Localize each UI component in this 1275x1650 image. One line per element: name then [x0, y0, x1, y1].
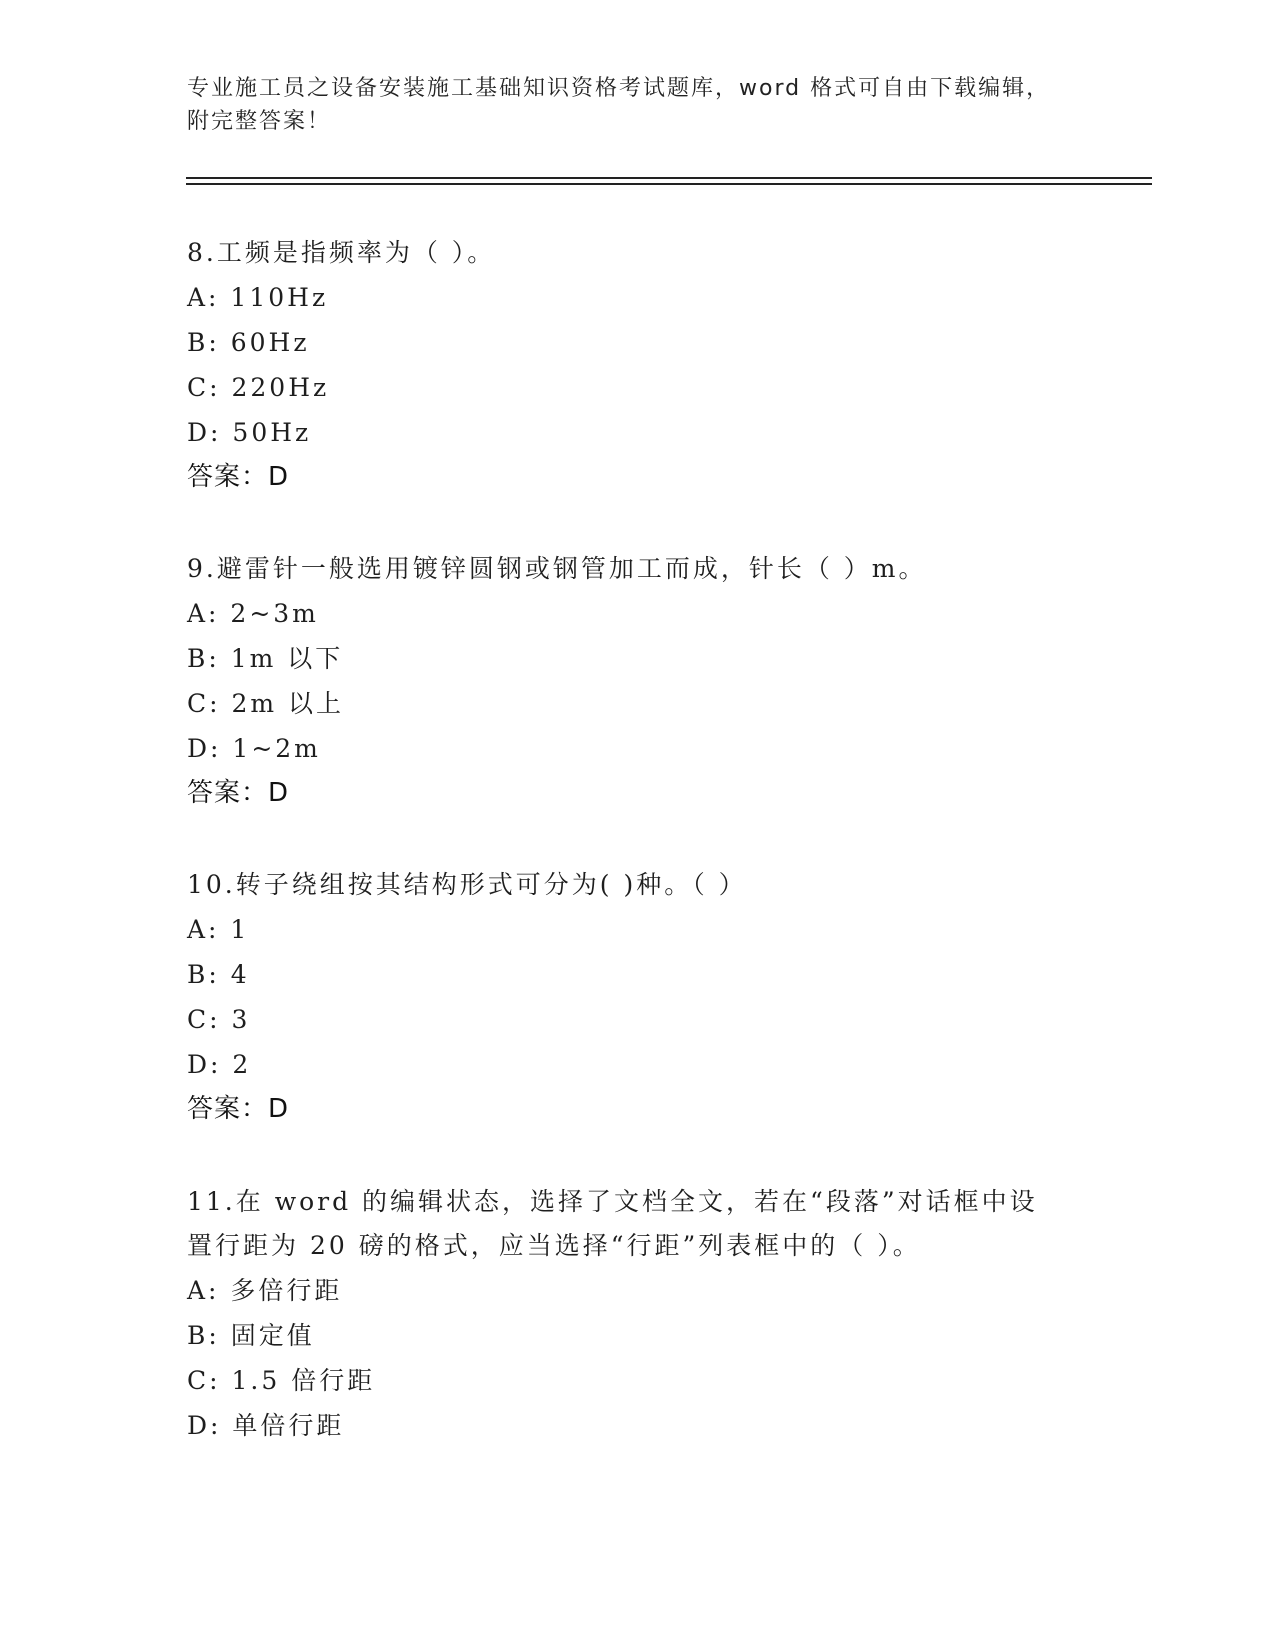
- option-c: C: 3: [187, 1005, 251, 1034]
- option-a: A: 多倍行距: [187, 1276, 343, 1305]
- question-stem-line-2: 置行距为 20 磅的格式，应当选择“行距”列表框中的（ ）。: [187, 1231, 921, 1260]
- header-divider-top: [186, 177, 1152, 179]
- question-8: [187, 231, 1087, 499]
- option-c: C: 220Hz: [187, 373, 330, 402]
- option-c: C: 2m 以上: [187, 689, 345, 718]
- option-b: B: 60Hz: [187, 328, 310, 357]
- question-10: [187, 863, 1087, 1131]
- answer-line: 答案：D: [187, 1094, 290, 1124]
- option-d: D: 2: [187, 1050, 252, 1079]
- option-d: D: 单倍行距: [187, 1411, 345, 1440]
- answer-line: 答案：D: [187, 778, 290, 808]
- option-a: A: 1: [187, 915, 250, 944]
- document-header: [187, 72, 1067, 138]
- question-stem: 9.避雷针一般选用镀锌圆钢或钢管加工而成，针长（ ）m。: [187, 554, 927, 583]
- option-b: B: 固定值: [187, 1321, 315, 1350]
- option-c: C: 1.5 倍行距: [187, 1366, 376, 1395]
- option-d: D: 1~2m: [187, 734, 321, 763]
- header-divider-bottom: [186, 183, 1152, 185]
- option-a: A: 110Hz: [187, 283, 329, 312]
- header-line-1: 专业施工员之设备安装施工基础知识资格考试题库，word 格式可自由下载编辑，: [187, 76, 1051, 101]
- option-a: A: 2~3m: [187, 599, 319, 628]
- question-stem: 10.转子绕组按其结构形式可分为( )种。（ ）: [187, 870, 747, 899]
- question-stem: 8.工频是指频率为（ ）。: [187, 238, 496, 267]
- option-b: B: 1m 以下: [187, 644, 344, 673]
- question-stem-line-1: 11.在 word 的编辑状态，选择了文档全文，若在“段落”对话框中设: [187, 1187, 1038, 1216]
- answer-line: 答案：D: [187, 462, 290, 492]
- question-9: [187, 547, 1087, 815]
- option-b: B: 4: [187, 960, 250, 989]
- option-d: D: 50Hz: [187, 418, 312, 447]
- question-11: [187, 1180, 1087, 1448]
- header-line-2: 附完整答案！: [187, 109, 332, 134]
